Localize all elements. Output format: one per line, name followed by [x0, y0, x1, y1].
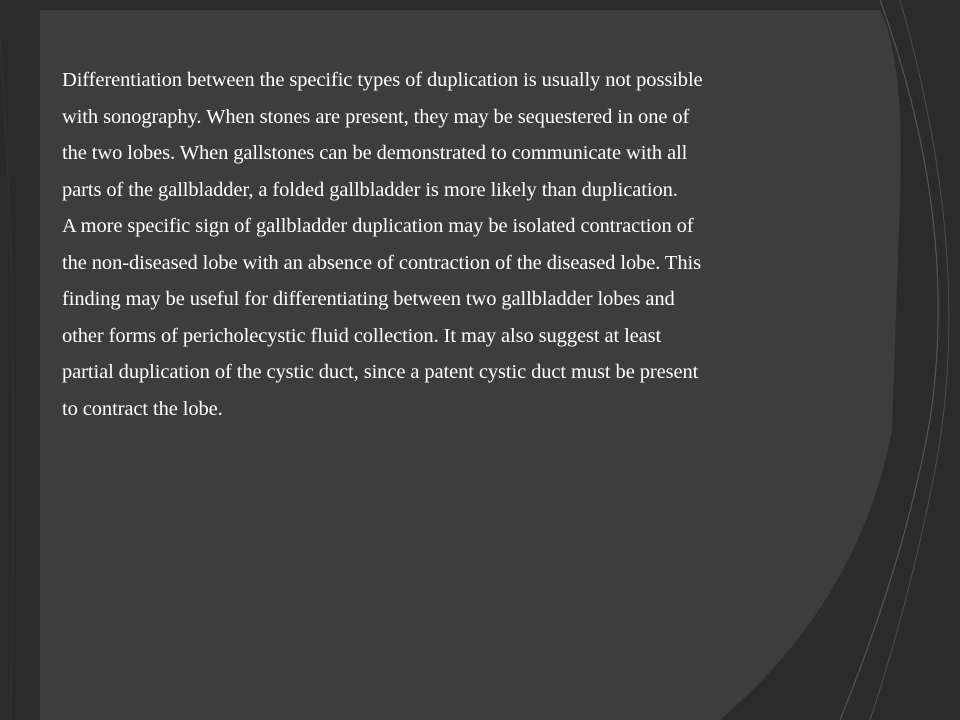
text-line: parts of the gallbladder, a folded gallbladder is more likely than duplication.: [62, 178, 678, 201]
text-line: Differentiation between the specific types of duplication is usually not possible: [62, 69, 703, 91]
text-line: partial duplication of the cystic duct, since a patent cystic duct must be present: [62, 361, 699, 383]
text-line: finding may be useful for differentiating between two gallbladder lobes and: [62, 288, 675, 310]
text-line: A more specific sign of gallbladder duplication may be isolated contraction of: [62, 215, 694, 237]
body-text: [62, 62, 922, 427]
text-line: the non-diseased lobe with an absence of contraction of the diseased lobe. This: [62, 251, 701, 274]
text-line: other forms of pericholecystic fluid collection. It may also suggest at least: [62, 324, 662, 347]
text-line: with sonography. When stones are present, they may be sequestered in one of: [62, 105, 690, 128]
text-line: the two lobes. When gallstones can be demonstrated to communicate with all: [62, 142, 688, 164]
background-curve-line: [0, 40, 13, 720]
text-line: to contract the lobe.: [62, 397, 223, 420]
